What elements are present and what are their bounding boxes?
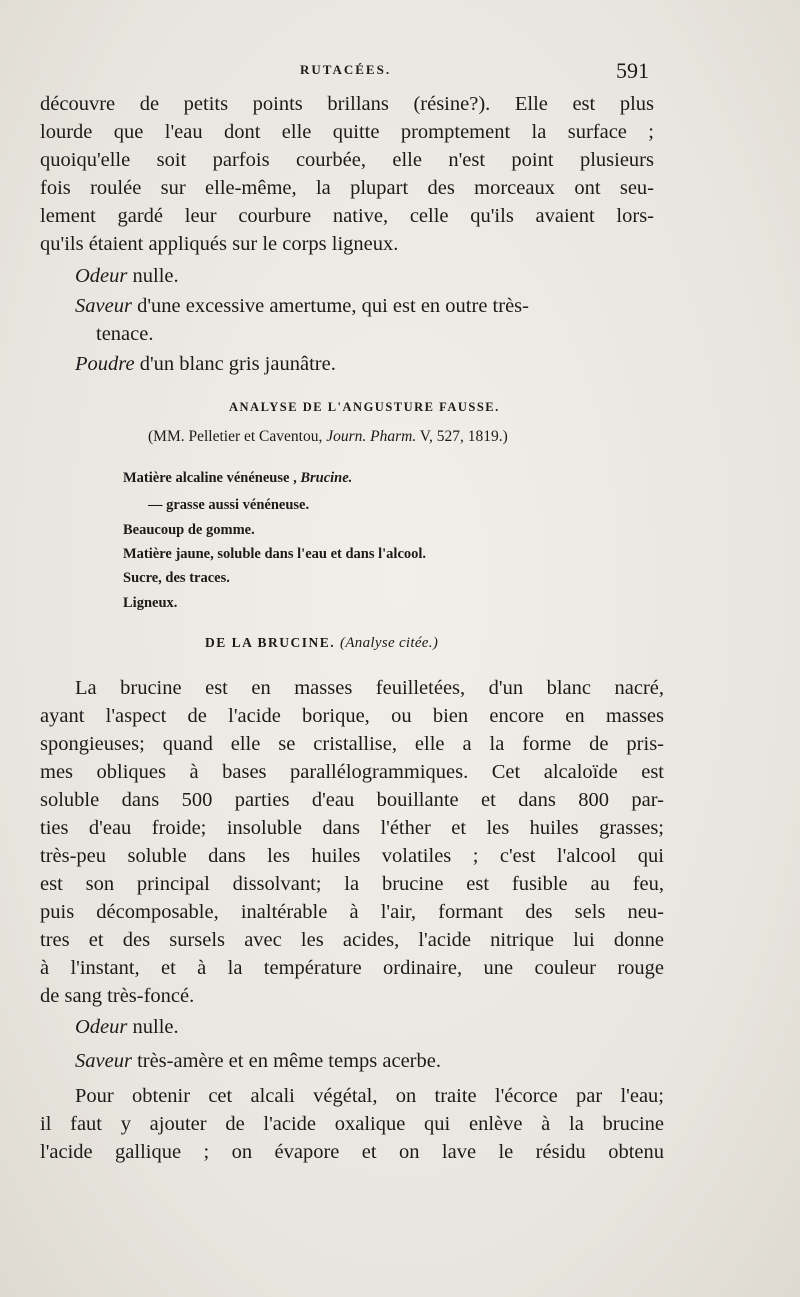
page-number: 591 (616, 58, 649, 83)
odeur-label: Odeur (75, 265, 128, 287)
text-line: ties d'eau froide; insoluble dans l'éther et les huiles grasses; (40, 817, 664, 839)
text-line: lement gardé leur courbure native, celle qu'ils avaient lors- (40, 205, 654, 227)
text-line: qu'ils étaient appliqués sur le corps ligneux. (40, 233, 399, 255)
odeur-text: nulle. (127, 265, 179, 287)
text-line: soluble dans 500 parties d'eau bouillante et dans 800 par- (40, 789, 664, 811)
analysis-citation (148, 428, 508, 446)
text-line: de sang très-foncé. (40, 985, 195, 1007)
brucine-odeur-text: nulle. (127, 1016, 179, 1038)
brucine-heading-note: (Analyse citée.) (340, 635, 439, 651)
text-line: l'acide gallique ; on évapore et on lave le résidu obtenu (40, 1141, 664, 1163)
text-line: La brucine est en masses feuilletées, d'un blanc nacré, (75, 677, 664, 699)
text-line: mes obliques à bases parallélogrammiques. Cet alcaloïde est (40, 761, 664, 783)
text-line: puis décomposable, inaltérable à l'air, formant des sels neu- (40, 901, 664, 923)
saveur-text: d'une excessive amertume, qui est en outre très- (131, 295, 529, 317)
poudre-label: Poudre (75, 353, 135, 375)
text-line: spongieuses; quand elle se cristallise, elle a la forme de pris- (40, 733, 664, 755)
text-line: Pour obtenir cet alcali végétal, on traite l'écorce par l'eau; (75, 1085, 664, 1107)
analysis-heading: ANALYSE DE L'ANGUSTURE FAUSSE. (229, 400, 500, 414)
brucine-heading (205, 635, 438, 652)
list-item: — grasse aussi vénéneuse. (148, 497, 310, 513)
text-line: lourde que l'eau dont elle quitte promptement la surface ; (40, 121, 654, 143)
text-line: il faut y ajouter de l'acide oxalique qui enlève à la brucine (40, 1113, 664, 1135)
text-line: est son principal dissolvant; la brucine est fusible au feu, (40, 873, 664, 895)
citation-ref: V, 527, 1819.) (416, 428, 508, 445)
text-line: découvre de petits points brillans (résine?). Elle est plus (40, 93, 654, 115)
saveur-line (75, 292, 529, 320)
citation-journal: Journ. Pharm. (326, 428, 417, 445)
text-line: fois roulée sur elle-même, la plupart des morceaux ont seu- (40, 177, 654, 199)
list-item: Ligneux. (123, 595, 178, 611)
text-line: à l'instant, et à la température ordinaire, une couleur rouge (40, 957, 664, 979)
list-item: Beaucoup de gomme. (123, 522, 255, 538)
poudre-text: d'un blanc gris jaunâtre. (134, 353, 336, 375)
saveur-label: Saveur (75, 295, 132, 317)
brucine-saveur-line (75, 1047, 441, 1075)
brucine-saveur-text: très-amère et en même temps acerbe. (131, 1050, 441, 1072)
page-header (0, 58, 800, 88)
brucine-odeur-line (75, 1013, 179, 1041)
poudre-line (75, 350, 336, 378)
odeur-line (75, 262, 179, 290)
list-item-italic: Brucine. (300, 470, 353, 486)
text-line: quoiqu'elle soit parfois courbée, elle n'est point plusieurs (40, 149, 654, 171)
text-line: très-peu soluble dans les huiles volatiles ; c'est l'alcool qui (40, 845, 664, 867)
list-item: Sucre, des traces. (123, 570, 230, 586)
list-item (123, 470, 352, 487)
text-line: ayant l'aspect de l'acide borique, ou bien encore en masses (40, 705, 664, 727)
brucine-heading-title: DE LA BRUCINE. (205, 635, 336, 650)
text-line: tres et des sursels avec les acides, l'acide nitrique lui donne (40, 929, 664, 951)
citation-authors: (MM. Pelletier et Caventou, (148, 428, 327, 445)
saveur-continuation: tenace. (96, 323, 154, 345)
running-title: RUTACÉES. (300, 62, 392, 77)
brucine-odeur-label: Odeur (75, 1016, 128, 1038)
list-item: Matière jaune, soluble dans l'eau et dans l'alcool. (123, 546, 427, 562)
brucine-saveur-label: Saveur (75, 1050, 132, 1072)
list-item-text: Matière alcaline vénéneuse , (123, 470, 301, 486)
